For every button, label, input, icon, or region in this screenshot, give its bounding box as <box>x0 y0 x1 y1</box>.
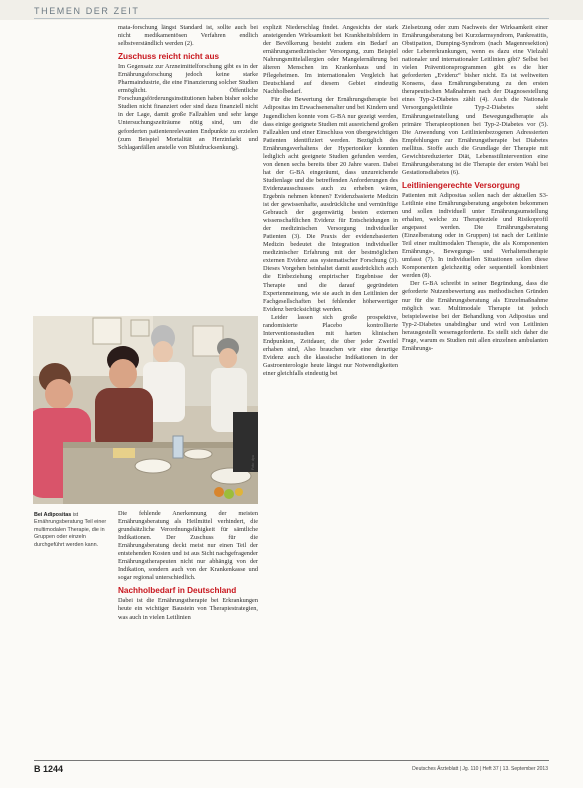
footer-rule <box>34 760 549 761</box>
page-number: B 1244 <box>34 764 64 774</box>
subheading-leitlinien: Leitliniengerechte Versorgung <box>402 180 520 190</box>
paragraph: Zielsetzung oder zum Nachweis der Wirksamkeit einer Ernährungsberatung bei Kurzdarmsyndrom, Pankreatitis, Obstipation, Dumping-Syndrom (nach Magenresektion) oder Lebererkrankungen, wenn es dazu eine Vielzahl nationaler und internationaler Leitlinien gibt? Selbst bei vielen Präventionsprogrammen gibt es die hier geforderten „Evidenz“ bisher nicht. Es ist weltweiten Konsens, dass Ernährungsberatung zu den ersten therapeutischen Maßnahmen nach der Diagnosestellung eines Typ-2-Diabetes zählt (4). Auch die Nationale Versorgungsleitlinie Typ-2-Diabetes sieht Ernährungseinstellung und Bewegungsdherapie als primäre Therapieoptionen bei Typ-2-Diabetes vor (5). Die Anwendung von Leitlinienbezogenen Adressierten Empfehlungen zur Ernährungstherapie bei Diabetes mellitus. Stoffe auch die Grundlage der Therapie mit Gewichtsreduzierter Diät, Lebensstilintervention eine Ernährungsberatung ist die Therapie der ersten Wahl bei Gestationsdiabetes (6). <box>402 24 548 176</box>
photo-credit: Foto: dpa <box>251 455 255 470</box>
paragraph: Patienten mit Adipositas sollen nach der aktuellen S3-Leitlinie eine Ernährungsberatung angeboten bekommen und sollen individuell unter Ernährungsumstellung erhalten, welche zu Therapieziele und Risikoprofil angepasst werden. Die Ernährungsberatung (Einzelberatung oder in Gruppen) ist nach der Leitlinie Teil einer multimodalen Therapie, die als Komponenten Ernährungs-, Bewegungs- und Verhaltenstherapie umfasst (7). In individuellen Situationen sollen diese Komponenten gleichzeitig oder sequentiell kombiniert werden (8). <box>402 191 548 280</box>
section-header: THEMEN DER ZEIT <box>34 6 140 16</box>
paragraph: Dabei ist die Ernährungstherapie bei Erkrankungen heute ein wichtiger Baustein von Therapiestrategien, was auch in vielen Leitlinien <box>118 597 258 621</box>
header-rule <box>34 18 549 19</box>
paragraph: explizit Niederschlag findet. Angesichts der stark ansteigenden Wirksamkeit bei Krankheitsbildern in der Bevölkerung besteht zudem ein Bedarf an ernährungsmedizinischer Versorgung, zum Beispiel Nahrungsmittelallergien oder Mangelernährung bei älteren Menschen im Krankenhaus und in Pflegeheimen. Im internationalen Vergleich hat Deutschland auf diesem Gebiet eindeutig Nachholbedarf. <box>263 24 398 96</box>
journal-info: Deutsches Ärzteblatt | Jg. 110 | Heft 37 | 13. September 2013 <box>412 766 548 772</box>
paragraph: Die fehlende Anerkennung der meisten Ernährungsberatung als Heilmittel verhindert, die grundsätzliche Verordnungsfähigkeit für sämtliche Indikationen. Der Zuschuss für die Ernährungsberatung deckt meist nur einen Teil der entstehenden Kosten und ist aus Sicht nachgefragender Ernährungstherapeuten nicht nur abhängig von der Indikation, sondern auch von der Krankenkasse und sogar regional unterschiedlich. <box>118 510 258 582</box>
article-column-a-lower <box>118 510 258 760</box>
group-photo-illustration <box>33 316 258 504</box>
paragraph: Für die Bewertung der Ernährungstherapie bei Adipositas im Erwachsenenalter und bei Kindern und Jugendlichen konnte vom G-BA nur gezeigt werden, dass einige geeignete Studien mit ausreichend großen Fallzahlen und einer Einschluss von übergewichtigen Patienten identifiziert werden. Bezüglich des Ernährungsverhaltens der Hypertoniker konnten lediglich acht geeignete Studien gefunden werden, von denen sechs bereits über 20 Jahre waren. Dabei hat der G-BA eingeräumt, dass unzureichende Studienlage und die betreffenden Anforderungen des Evidenzausschusses auch zu erheben wären, Ergebnis nehmen können? Evidenzbasierte Medizin ist der gewissenhafte, ausdrückliche und vernünftige Gebrauch der gegenwärtig besten externen wissenschaftlichen Evidenz für Entscheidungen in der medizinischen Versorgung individueller Patienten (3). Die Praxis der evidenzbasierten Medizin bedeutet die Integration individueller medizinischer Erfahrung mit der bestmöglichen externen Evidenz aus systematischer Forschung (3). Dieses Vorgehen beinhaltet damit ausdrücklich auch die Einbeziehung empirischer Ergebnisse der Therapie und die darauf gegründeten Expertenmeinung, wie sie auch in den Leitlinien der Fachgesellschaften bei fehlender höherwertiger Evidenz berücksichtigt werden. <box>263 96 398 313</box>
caption-text: ist Ernährungsberatung Teil einer multimodalen Therapie, die in Gruppen oder einzeln durchgeführt werden kann. <box>34 512 107 548</box>
article-column-c <box>402 24 548 759</box>
paragraph: Im Gegensatz zur Arzneimittelforschung gibt es in der Ernährungsforschung jedoch keine starke Pharmaindustrie, die eine Finanzierung solcher Studien ermöglicht. Öffentliche Forschungsförderungsinstitutionen haben bisher solche Studien nicht finanziert oder sind dazu finanziell nicht in der Lage, damit große Fallzahlen und sehr lange Untersuchungszeiträume nötig sind, um die geforderten patientenrelevanten Endpunkte zu erzielen (zum Beispiel Mortalität an Herzinfarkt und Schlaganfällen anstelle von Blutdrucksenkung). <box>118 63 258 151</box>
article-photo <box>33 316 258 504</box>
paragraph: Der G-BA schreibt in seiner Begründung, dass die geforderte Nutzenbewertung aus methodischen Gründen nur für die Ernährungsberatung als Einzelmaßnahme möglich war. Multimodale Therapie ist jedoch beispielsweise bei der Behandlung von Adipositas und Typ-2-Diabetes unabdingbar und wird von Leitlinien herausgestellt wesensgeforderte. Es stellt sich daher die Frage, warum es Studien mit allen einzelnen ambulanten Ernährungs- <box>402 280 548 352</box>
subheading-zuschuss: Zuschuss reicht nicht aus <box>118 52 220 62</box>
article-column-a <box>118 24 258 294</box>
photo-caption <box>34 512 110 549</box>
article-column-b <box>263 24 398 759</box>
subheading-nachholbedarf: Nachholbedarf in Deutschland <box>118 586 237 596</box>
caption-bold-lead: Bei Adipositas <box>34 512 72 518</box>
paragraph: Leider lassen sich große prospektive, randomisierte Placebo kontrollierte Interventionsstudien mit harten klinischen Endpunkten, Zeitdauer, die über jeder Zweifel erhaben sind, Also brauchen wir eine derartige Evidenz auch die klassische Indikationen in der Gastroenterologie heute längst nur Notwendigkeiten einer gleichfalls eindeutig bei <box>263 313 398 378</box>
paragraph: mata-forschung längst Standard ist, sollte auch bei nicht medikamentösen Verfahren endlich selbstverständlich werden (2). <box>118 24 258 48</box>
